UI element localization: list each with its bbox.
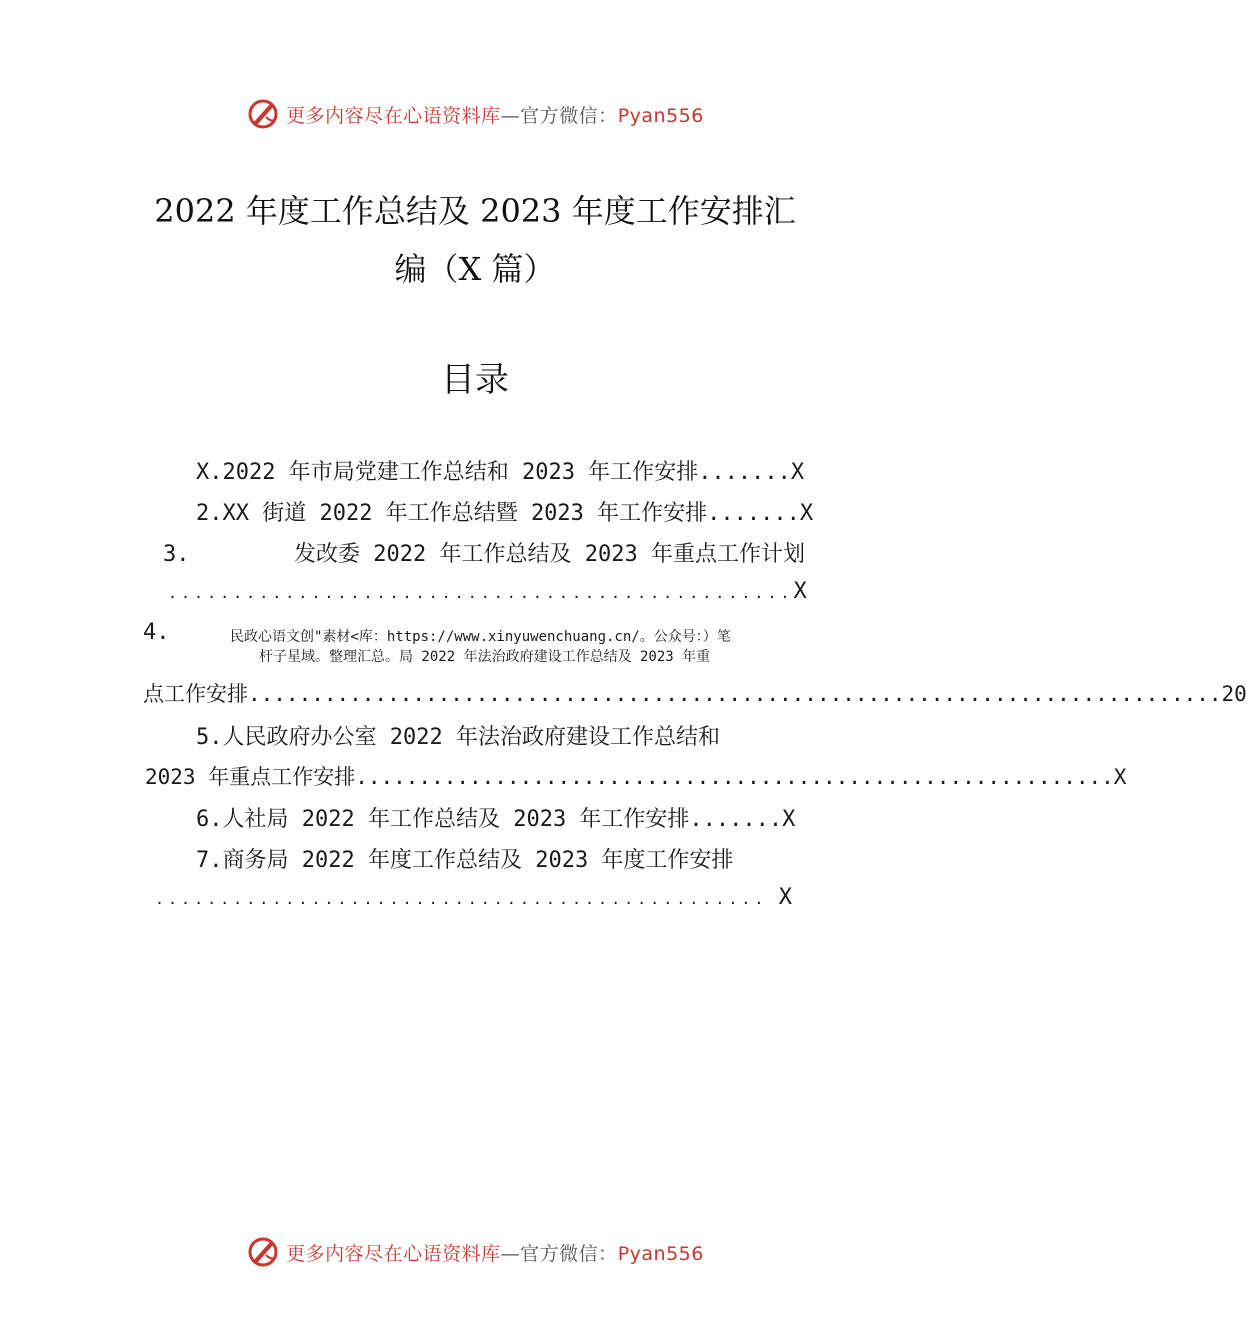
pen-circle-logo-icon — [246, 97, 280, 131]
toc-item-3-number: 3. — [163, 542, 190, 567]
toc-item-4-line-3[interactable]: 点工作安排.............................................................................20 — [143, 682, 1247, 706]
toc-item-6[interactable]: 6.人社局 2022 年工作总结及 2023 年工作安排.......X — [196, 807, 796, 832]
toc-item-5-line-2[interactable]: 2023 年重点工作安排............................................................X — [145, 765, 1127, 789]
footer-watermark — [0, 1232, 950, 1272]
toc-item-1[interactable]: X.2022 年市局党建工作总结和 2023 年工作安排.......X — [196, 460, 805, 485]
toc-item-7[interactable]: 7.商务局 2022 年度工作总结及 2023 年度工作安排 — [196, 848, 734, 873]
document-title — [140, 182, 810, 298]
toc-heading: 目录 — [441, 360, 509, 400]
toc-item-5-line-1[interactable]: 5.人民政府办公室 2022 年法治政府建设工作总结和 — [196, 725, 720, 750]
toc-item-7-leader: ............................................... X — [155, 885, 792, 910]
toc-item-4-text-1[interactable]: 民政心语文创"素材<库：https://www.xinyuwenchuang.cn/。公众号：）笔 — [230, 629, 731, 645]
header-watermark — [0, 94, 950, 134]
title-line-1: 2022 年度工作总结及 2023 年度工作安排汇 — [154, 192, 796, 230]
watermark-text: 更多内容尽在心语资料库—官方微信：Pyan556 — [286, 104, 704, 127]
toc-item-3-leader: ................................................ X — [168, 579, 807, 604]
toc-item-7-page: X — [778, 885, 792, 910]
toc-item-3-page: X — [793, 579, 807, 604]
watermark-text: 更多内容尽在心语资料库—官方微信：Pyan556 — [286, 1242, 704, 1265]
toc-item-4-number: 4. — [143, 620, 170, 645]
title-line-2: 编（X 篇） — [394, 250, 556, 288]
toc-item-2[interactable]: 2.XX 街道 2022 年工作总结暨 2023 年工作安排.......X — [196, 501, 814, 526]
toc-item-4-text-2[interactable]: 杆子星域。整理汇总。局 2022 年法治政府建设工作总结及 2023 年重 — [259, 649, 711, 665]
toc-item-3-text: 发改委 2022 年工作总结及 2023 年重点工作计划 — [294, 542, 805, 567]
toc-item-3[interactable] — [163, 537, 805, 568]
pen-circle-logo-icon — [246, 1235, 280, 1269]
